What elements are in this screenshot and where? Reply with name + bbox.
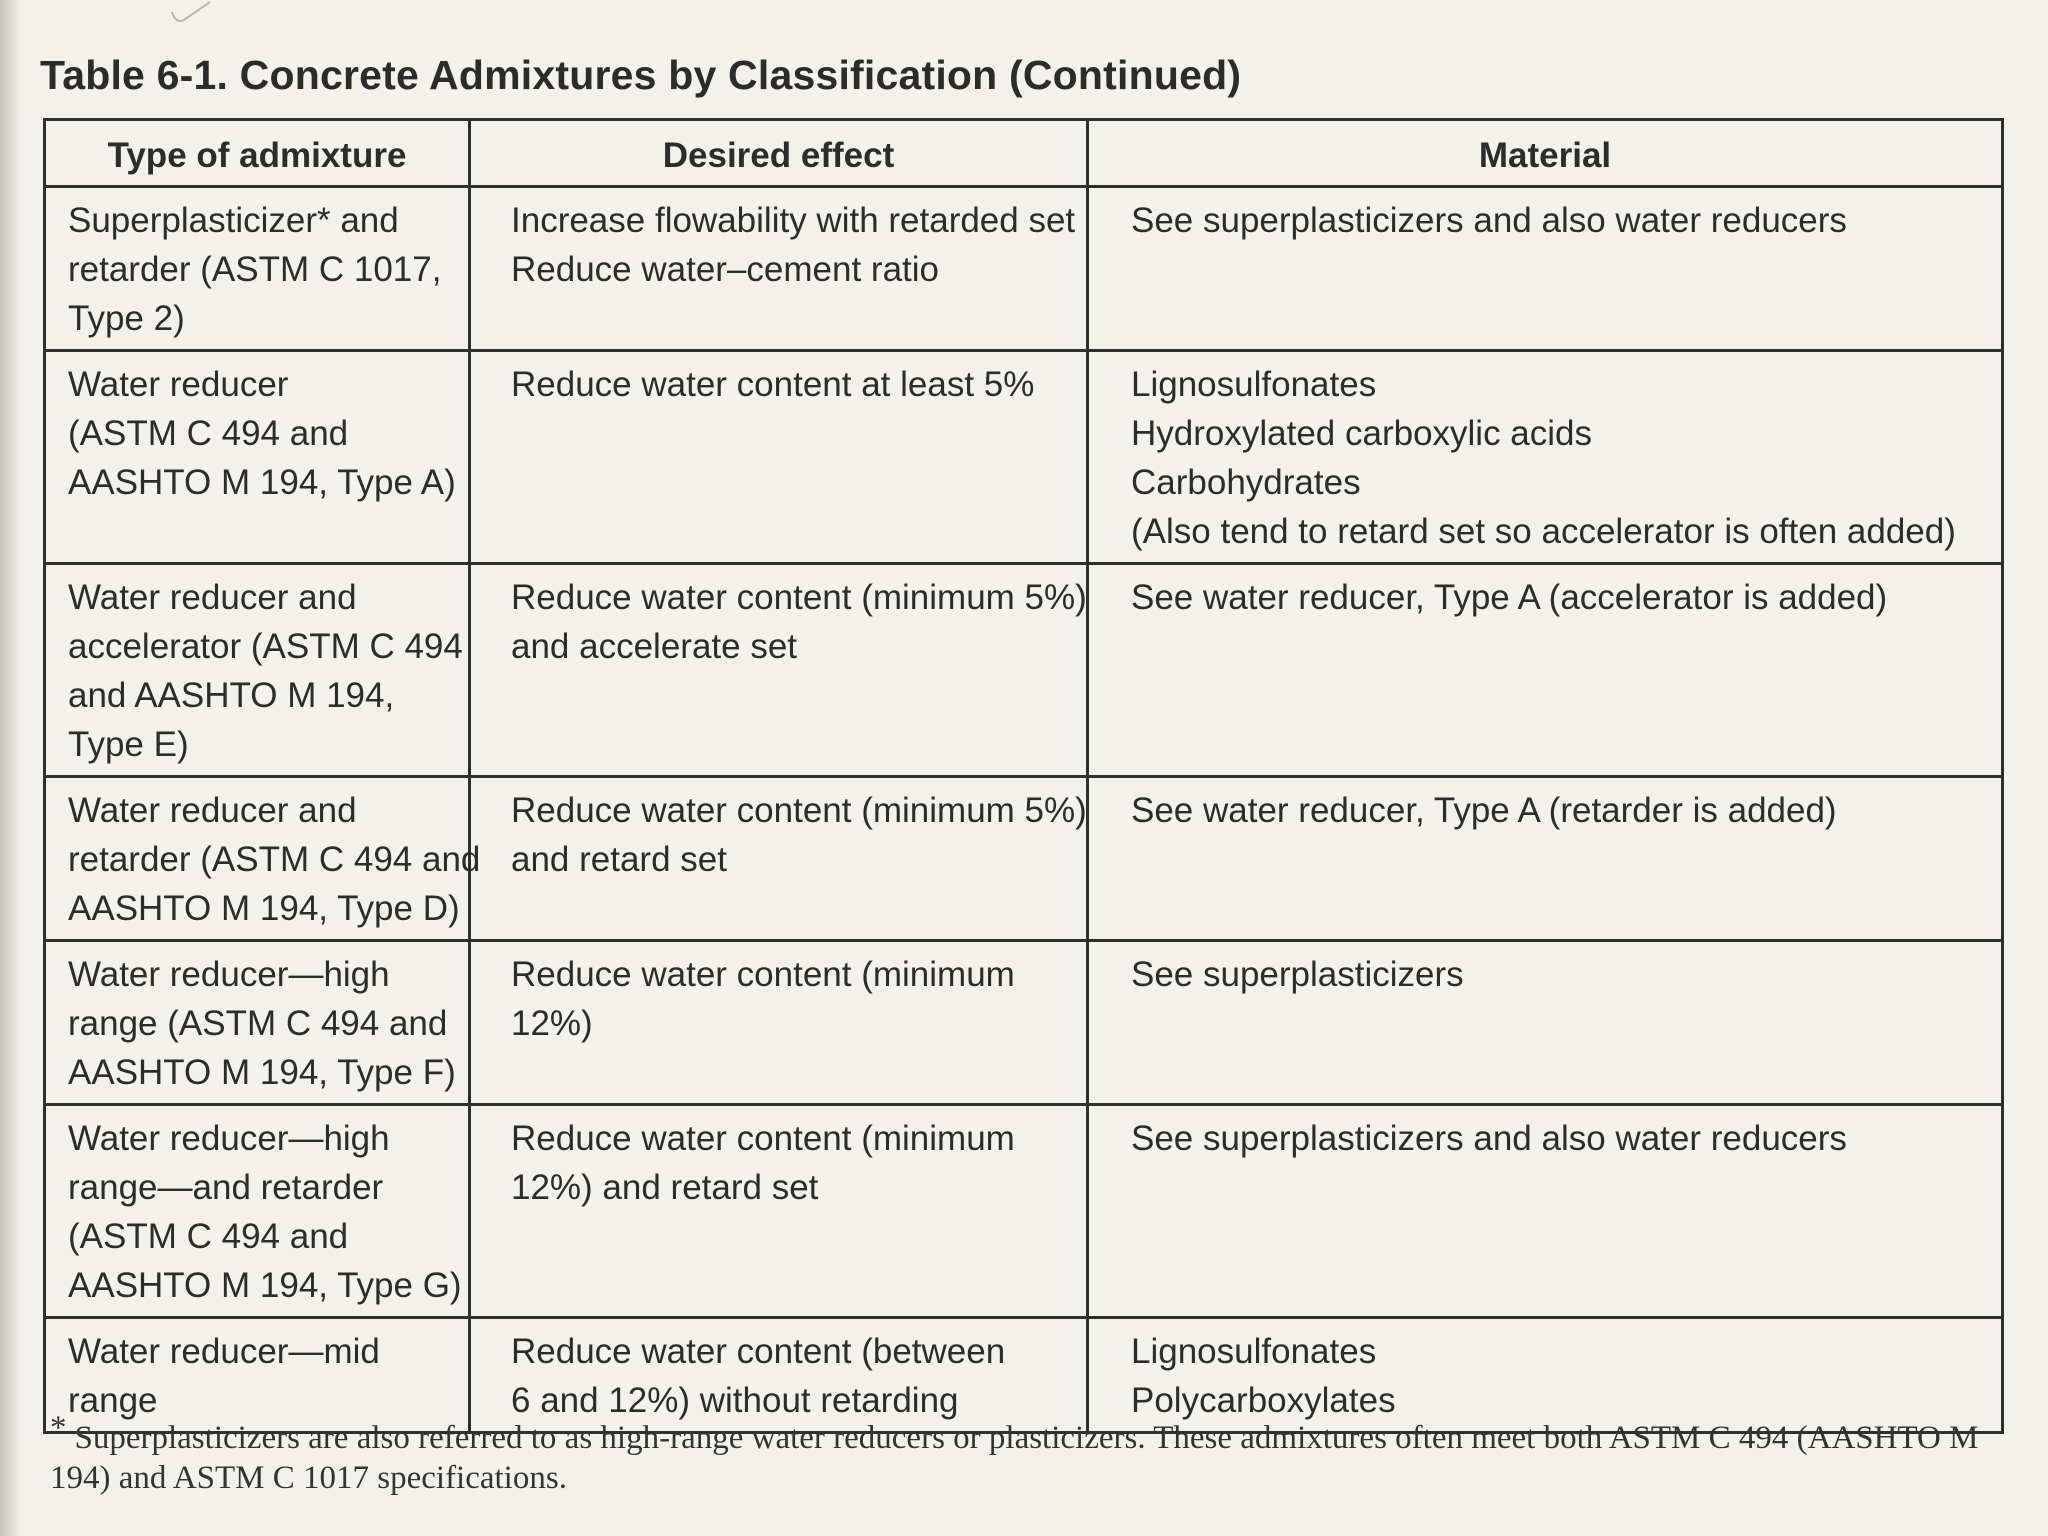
column-header-effect: Desired effect: [470, 120, 1088, 187]
cell-type: [45, 1318, 470, 1433]
cell-effect: [470, 1318, 1088, 1433]
cell-type: [45, 351, 470, 564]
column-header-material: Material: [1088, 120, 2003, 187]
cell-line: See water reducer, Type A (accelerator is added): [1131, 578, 1888, 617]
column-header-type: Type of admixture: [45, 120, 470, 187]
table-row: [45, 941, 2003, 1105]
cell-line: AASHTO M 194, Type G): [68, 1266, 462, 1305]
cell-line: and accelerate set: [511, 627, 798, 666]
cell-line: See superplasticizers and also water reducers: [1131, 201, 1847, 240]
cell-type: [45, 1105, 470, 1318]
table-row: [45, 564, 2003, 777]
cell-effect: [470, 941, 1088, 1105]
cell-line: Water reducer and: [68, 578, 357, 617]
cell-line: Water reducer—high: [68, 955, 390, 994]
cell-line: and AASHTO M 194,: [68, 676, 395, 715]
cell-line: range: [68, 1381, 158, 1420]
cell-line: AASHTO M 194, Type F): [68, 1053, 456, 1092]
cell-line: Reduce water content (minimum 5%): [511, 791, 1087, 830]
cell-material: [1088, 187, 2003, 351]
table-row: [45, 1105, 2003, 1318]
cell-line: retarder (ASTM C 494 and: [68, 840, 481, 879]
cell-line: Water reducer: [68, 365, 289, 404]
cell-line: (Also tend to retard set so accelerator is often added): [1131, 512, 1956, 551]
cell-line: Type 2): [68, 299, 185, 338]
footnote-text: Superplasticizers are also referred to as high-range water reducers or plasticizers. These admixtures often meet both ASTM C 494 (AASHTO M 194) and ASTM C 1017 specifications.: [50, 1420, 1979, 1496]
cell-line: range—and retarder: [68, 1168, 384, 1207]
table-title: Table 6-1. Concrete Admixtures by Classification (Continued): [40, 52, 1242, 98]
cell-line: and retard set: [511, 840, 727, 879]
cell-material: [1088, 564, 2003, 777]
pen-check-mark: [170, 0, 220, 40]
cell-effect: [470, 1105, 1088, 1318]
cell-line: 12%) and retard set: [511, 1168, 819, 1207]
cell-material: [1088, 941, 2003, 1105]
cell-line: Lignosulfonates: [1131, 1332, 1377, 1371]
cell-type: [45, 564, 470, 777]
cell-line: Reduce water content (minimum: [511, 1119, 1015, 1158]
footnote: [50, 1410, 2010, 1498]
cell-effect: [470, 777, 1088, 941]
cell-type: [45, 187, 470, 351]
cell-type: [45, 777, 481, 941]
table-row: [45, 351, 2003, 564]
cell-line: (ASTM C 494 and: [68, 1217, 349, 1256]
cell-line: Hydroxylated carboxylic acids: [1131, 414, 1593, 453]
page-edge-shadow: [0, 0, 22, 1536]
cell-line: AASHTO M 194, Type A): [68, 463, 456, 502]
cell-line: Reduce water content at least 5%: [511, 365, 1035, 404]
cell-material: [1088, 1318, 2003, 1433]
cell-line: See superplasticizers and also water reducers: [1131, 1119, 1847, 1158]
cell-material: [1088, 777, 2003, 941]
cell-line: Type E): [68, 725, 189, 764]
cell-effect: [470, 564, 1088, 777]
cell-line: range (ASTM C 494 and: [68, 1004, 448, 1043]
cell-effect: [470, 351, 1088, 564]
cell-line: Water reducer—high: [68, 1119, 390, 1158]
table-body: [45, 187, 2003, 1433]
cell-line: See superplasticizers: [1131, 955, 1464, 994]
table-row: [45, 777, 2003, 941]
cell-line: Carbohydrates: [1131, 463, 1361, 502]
footnote-mark: *: [50, 1410, 67, 1446]
table-row: [45, 1318, 2003, 1433]
cell-line: Reduce water content (between: [511, 1332, 1006, 1371]
cell-line: See water reducer, Type A (retarder is added): [1131, 791, 1837, 830]
header-row: [45, 120, 2003, 187]
cell-line: Reduce water content (minimum 5%): [511, 578, 1087, 617]
cell-line: 12%): [511, 1004, 593, 1043]
cell-line: 6 and 12%) without retarding: [511, 1381, 959, 1420]
cell-line: Water reducer and: [68, 791, 357, 830]
cell-line: Reduce water–cement ratio: [511, 250, 939, 289]
admixture-table: [43, 118, 2004, 1434]
cell-line: (ASTM C 494 and: [68, 414, 349, 453]
cell-line: accelerator (ASTM C 494: [68, 627, 463, 666]
cell-line: retarder (ASTM C 1017,: [68, 250, 442, 289]
cell-line: Increase flowability with retarded set: [511, 201, 1076, 240]
cell-line: Lignosulfonates: [1131, 365, 1377, 404]
cell-material: [1088, 351, 2003, 564]
cell-line: AASHTO M 194, Type D): [68, 889, 460, 928]
cell-line: Reduce water content (minimum: [511, 955, 1015, 994]
cell-type: [45, 941, 470, 1105]
cell-line: Superplasticizer* and: [68, 201, 399, 240]
cell-line: Polycarboxylates: [1131, 1381, 1396, 1420]
cell-effect: [470, 187, 1088, 351]
cell-material: [1088, 1105, 2003, 1318]
table-row: [45, 187, 2003, 351]
cell-line: Water reducer—mid: [68, 1332, 380, 1371]
